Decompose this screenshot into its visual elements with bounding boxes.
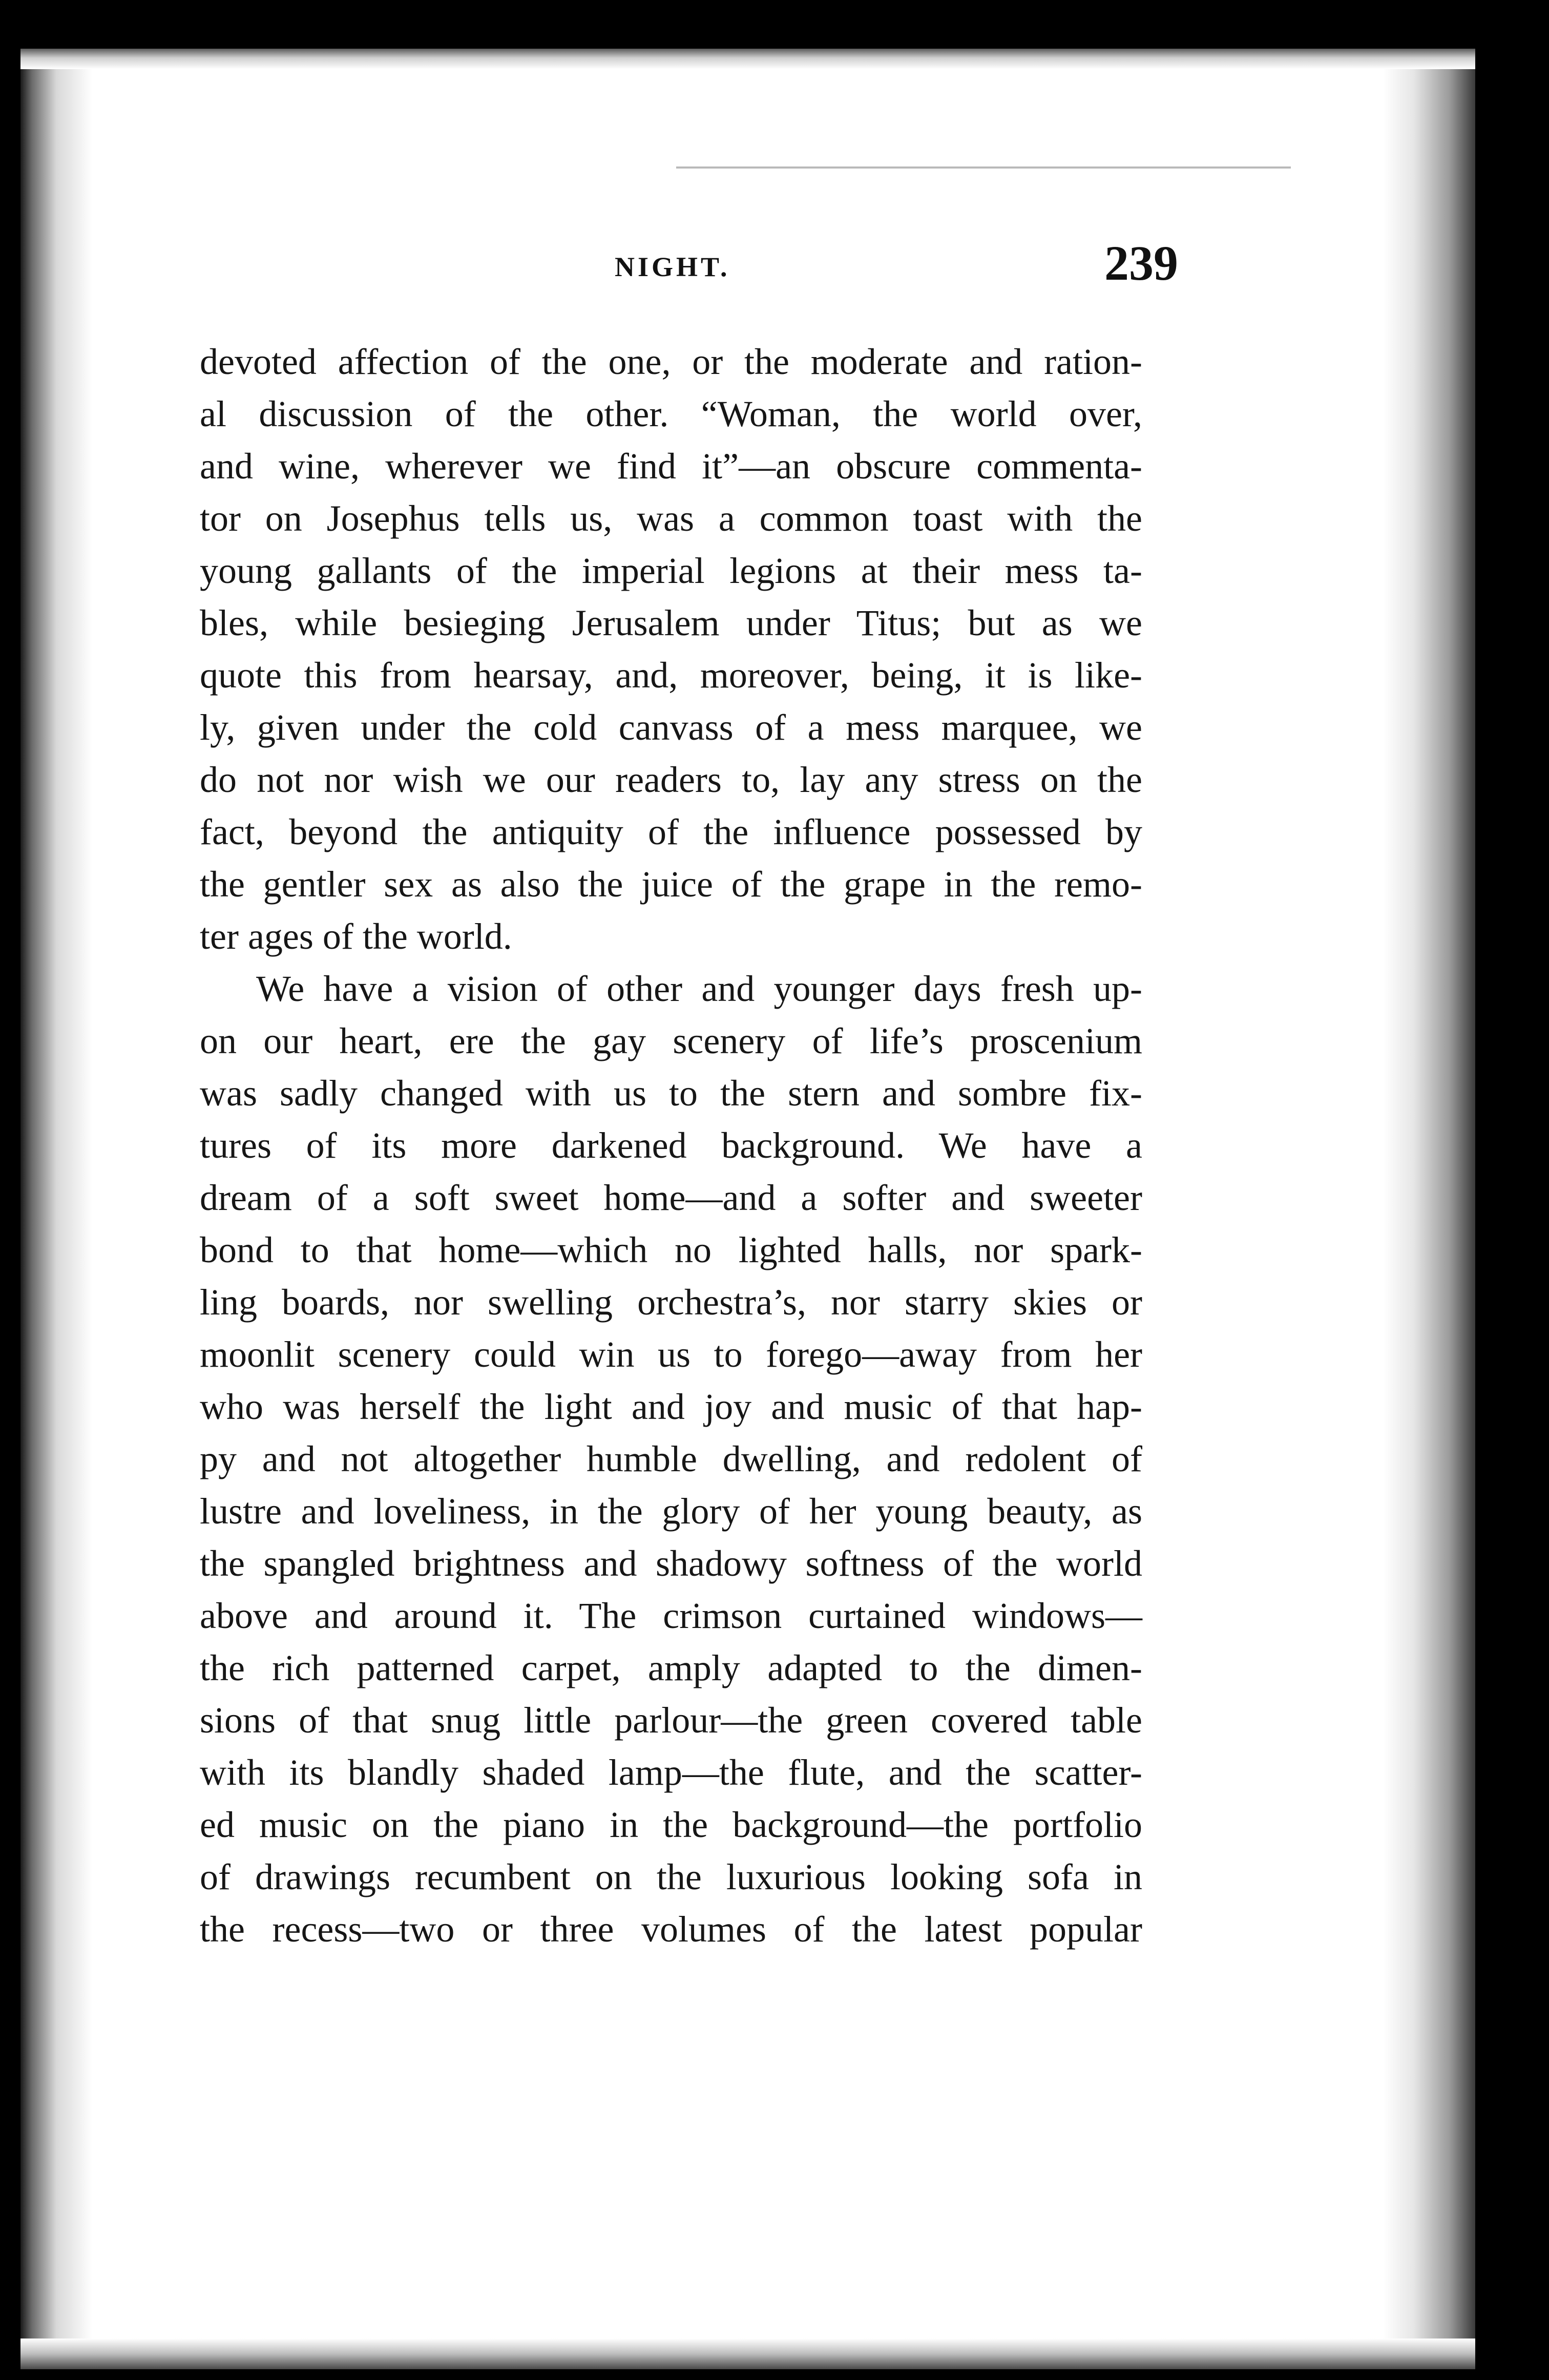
text-line: ed music on the piano in the background—the portfolio — [200, 1804, 1142, 1845]
page-left-edge-shadow — [20, 49, 92, 2369]
page-top-edge-shadow — [20, 49, 1475, 69]
text-line: bond to that home—which no lighted halls, nor spark- — [200, 1229, 1142, 1270]
text-line: the rich patterned carpet, amply adapted to the dimen- — [200, 1647, 1142, 1688]
text-line: and wine, wherever we find it”—an obscure commenta- — [200, 446, 1142, 487]
text-line: bles, while besieging Jerusalem under Titus; but as we — [200, 602, 1142, 643]
text-line: was sadly changed with us to the stern and sombre fix- — [200, 1073, 1142, 1114]
text-line: young gallants of the imperial legions at their mess ta- — [200, 550, 1142, 591]
body-text — [200, 336, 1142, 1955]
running-head-title: NIGHT. — [615, 252, 730, 282]
text-line: quote this from hearsay, and, moreover, being, it is like- — [200, 655, 1142, 696]
text-line: moonlit scenery could win us to forego—away from her — [200, 1334, 1142, 1375]
text-line: the spangled brightness and shadowy softness of the world — [200, 1543, 1142, 1584]
paragraph-start-line: We have a vision of other and younger days fresh up- — [256, 968, 1142, 1009]
text-line: fact, beyond the antiquity of the influence possessed by — [200, 811, 1142, 852]
text-line: do not nor wish we our readers to, lay any stress on the — [200, 759, 1142, 800]
text-line: the gentler sex as also the juice of the grape in the remo- — [200, 864, 1142, 905]
text-line: sions of that snug little parlour—the green covered table — [200, 1700, 1142, 1741]
text-line: on our heart, ere the gay scenery of life’s proscenium — [200, 1020, 1142, 1061]
text-line: tures of its more darkened background. We have a — [200, 1125, 1142, 1166]
text-line: of drawings recumbent on the luxurious looking sofa in — [200, 1856, 1142, 1897]
page-right-edge-shadow — [1383, 49, 1475, 2369]
text-line: al discussion of the other. “Woman, the world over, — [200, 393, 1142, 434]
text-line: ling boards, nor swelling orchestra’s, nor starry skies or — [200, 1282, 1142, 1323]
text-line: lustre and loveliness, in the glory of her young beauty, as — [200, 1491, 1142, 1532]
text-line: devoted affection of the one, or the moderate and ration- — [200, 341, 1142, 382]
paragraph-end-line: ter ages of the world. — [200, 916, 512, 957]
text-line: the recess—two or three volumes of the latest popular — [200, 1909, 1142, 1950]
page-number: 239 — [1104, 236, 1178, 290]
text-line: ly, given under the cold canvass of a mess marquee, we — [200, 707, 1142, 748]
text-line: with its blandly shaded lamp—the flute, and the scatter- — [200, 1752, 1142, 1793]
running-head — [195, 231, 1178, 292]
text-line: py and not altogether humble dwelling, and redolent of — [200, 1438, 1142, 1479]
scan-artifact-line — [676, 166, 1291, 169]
text-line: above and around it. The crimson curtained windows— — [200, 1595, 1142, 1636]
page-bottom-edge-shadow — [20, 2339, 1475, 2369]
text-line: dream of a soft sweet home—and a softer and sweeter — [200, 1177, 1142, 1218]
text-line: tor on Josephus tells us, was a common toast with the — [200, 498, 1142, 539]
text-line: who was herself the light and joy and music of that hap- — [200, 1386, 1142, 1427]
